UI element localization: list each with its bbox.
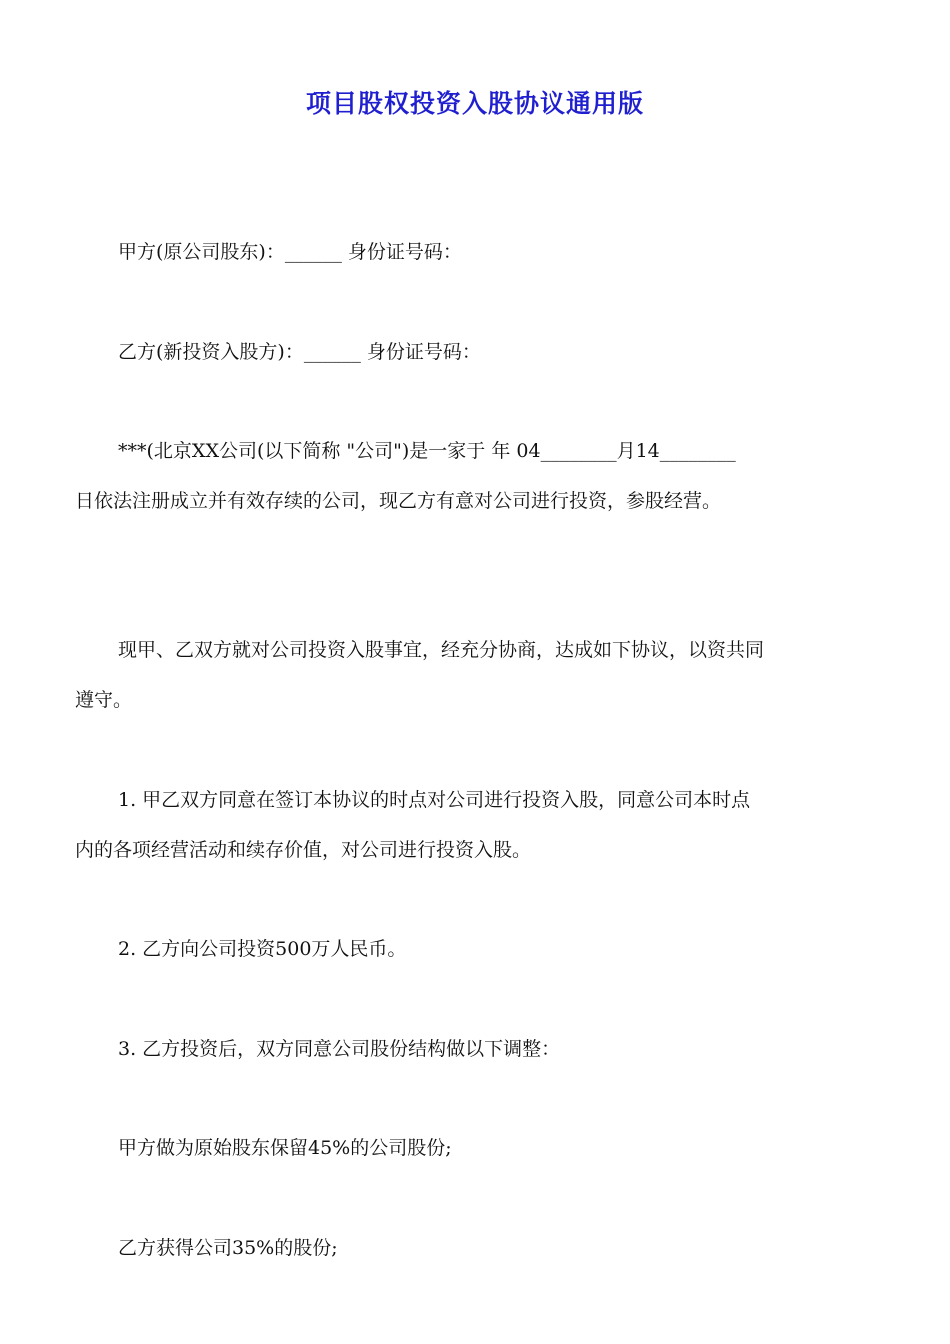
clause-1-line-2: 内的各项经营活动和续存价值，对公司进行投资入股。 xyxy=(75,839,532,861)
company-intro-line-1: ***(北京XX公司(以下简称 "公司")是一家于 年 04________月14________ xyxy=(118,440,736,462)
clause-1-line-1: 1. 甲乙双方同意在签订本协议的时点对公司进行投资入股，同意公司本时点 xyxy=(118,789,751,811)
party-a-line: 甲方(原公司股东)：______ 身份证号码： xyxy=(118,241,462,263)
company-intro-line-2: 日依法注册成立并有效存续的公司，现乙方有意对公司进行投资，参股经营。 xyxy=(75,490,722,512)
clause-2: 2. 乙方向公司投资500万人民币。 xyxy=(118,938,407,960)
clause-3: 3. 乙方投资后，双方同意公司股份结构做以下调整： xyxy=(118,1038,561,1060)
document-title: 项目股权投资入股协议通用版 xyxy=(305,89,644,118)
agreement-intro-line-2: 遵守。 xyxy=(75,689,133,711)
party-b-share: 乙方获得公司35%的股份; xyxy=(118,1237,338,1259)
agreement-intro-line-1: 现甲、乙双方就对公司投资入股事宜，经充分协商，达成如下协议，以资共同 xyxy=(118,639,765,661)
party-a-share: 甲方做为原始股东保留45%的公司股份; xyxy=(118,1137,452,1159)
party-b-line: 乙方(新投资入股方)：______ 身份证号码： xyxy=(118,341,481,363)
